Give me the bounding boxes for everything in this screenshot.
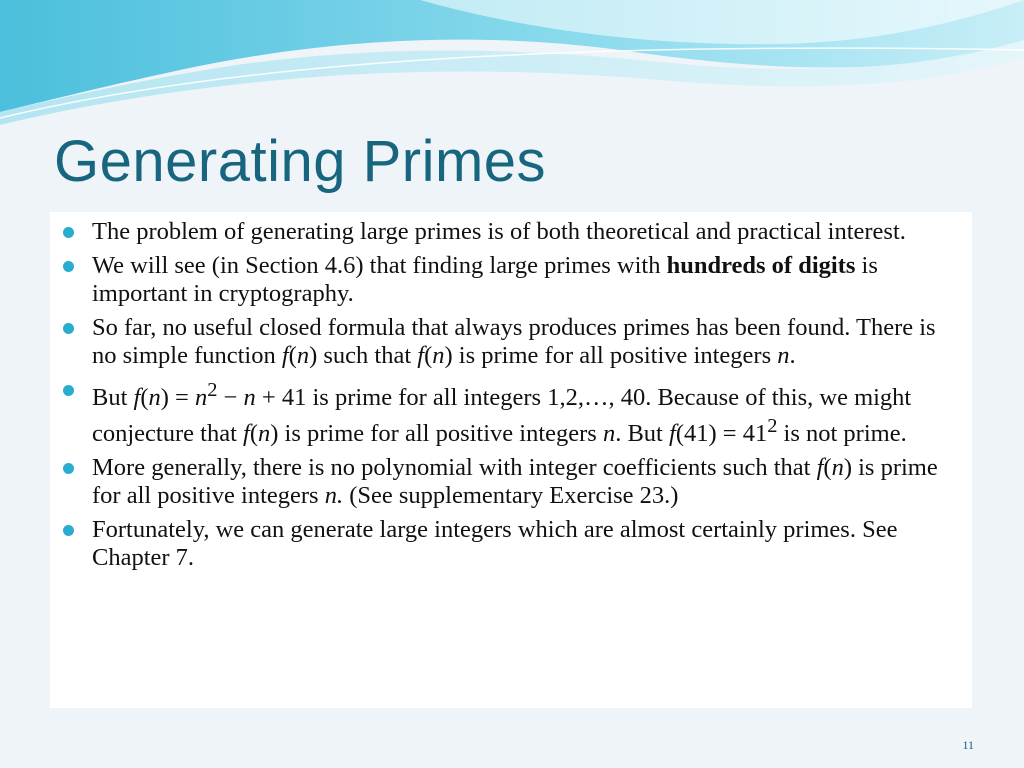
content-area [50, 212, 972, 708]
bullet-dot-icon [63, 323, 74, 334]
bullet-dot-icon [63, 463, 74, 474]
page-number: 11 [962, 738, 974, 752]
bullet-item: Fortunately, we can generate large integers which are almost certainly primes. See Chapter 7. [92, 516, 948, 572]
bullet-dot-icon [63, 261, 74, 272]
bullet-item: But $f(n) = n^2 - n + 41$ is prime for all integers 1,2,…, 40. Because of this, we might conjecture that f(n) is prime for all positive integers n. But $f(41) = 41^2$ is not prime. [92, 376, 948, 448]
header-wave-decoration [0, 0, 1024, 130]
bullet-item: The problem of generating large primes is of both theoretical and practical interest. [92, 218, 948, 246]
bullet-list [50, 212, 972, 572]
bold-emphasis: hundreds of digits [666, 252, 856, 279]
bullet-item: More generally, there is no polynomial with integer coefficients such that f(n) is prime for all positive integers n. (See supplementary Exercise 23.) [92, 454, 948, 510]
bullet-item: We will see (in Section 4.6) that finding large primes with hundreds of digits is important in cryptography. [92, 252, 948, 308]
bullet-dot-icon [63, 525, 74, 536]
bullet-dot-icon [63, 385, 74, 396]
bullet-dot-icon [63, 227, 74, 238]
slide-title: Generating Primes [54, 129, 547, 194]
bullet-item: So far, no useful closed formula that always produces primes has been found. There is no simple function f(n) such that f(n) is prime for all positive integers n. [92, 314, 948, 370]
